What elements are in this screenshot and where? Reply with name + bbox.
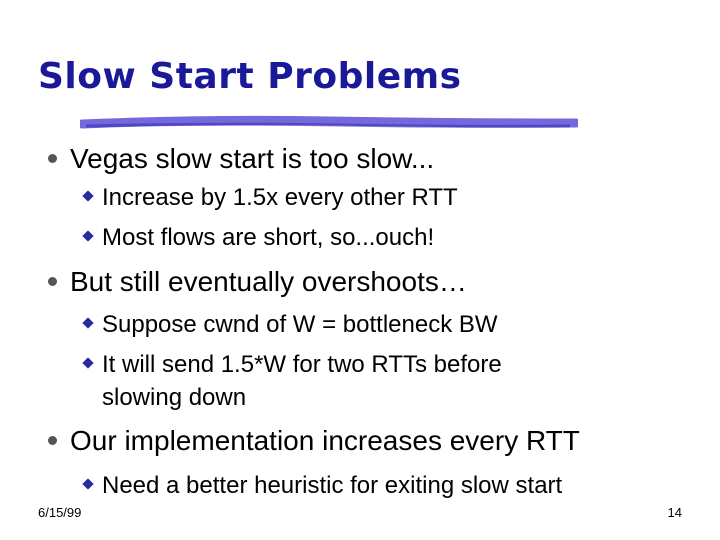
page-number: 14 xyxy=(667,505,682,520)
footer-date: 6/15/99 xyxy=(38,505,82,520)
diamond-bullet-icon xyxy=(82,190,93,201)
bullet-2 xyxy=(48,266,467,298)
bullet-3 xyxy=(48,425,580,457)
sub-bullet-1-2 xyxy=(84,224,434,252)
sub-bullet-2-2 xyxy=(84,351,502,379)
sub-bullet-text: Need a better heuristic for exiting slow start xyxy=(102,472,563,499)
sub-bullet-text: Increase by 1.5x every other RTT xyxy=(102,184,458,211)
bullet-text: Our implementation increases every RTT xyxy=(70,425,580,456)
diamond-bullet-icon xyxy=(82,230,93,241)
bullet-dot-icon xyxy=(48,277,57,286)
sub-bullet-1-1 xyxy=(84,184,458,212)
diamond-bullet-icon xyxy=(82,317,93,328)
sub-bullet-3-1 xyxy=(84,472,562,500)
slide-title: Slow Start Problems xyxy=(38,56,462,97)
bullet-1 xyxy=(48,143,434,175)
bullet-dot-icon xyxy=(48,154,57,163)
diamond-bullet-icon xyxy=(82,478,93,489)
sub-bullet-text: It will send 1.5*W for two RTTs before xyxy=(102,351,502,378)
bullet-text: But still eventually overshoots… xyxy=(70,266,467,297)
sub-bullet-2-1 xyxy=(84,311,498,339)
sub-bullet-text: slowing down xyxy=(102,384,247,411)
sub-bullet-2-2-continuation xyxy=(102,384,246,412)
title-underline xyxy=(80,114,578,134)
sub-bullet-text: Most flows are short, so...ouch! xyxy=(102,224,435,251)
sub-bullet-text: Suppose cwnd of W = bottleneck BW xyxy=(102,311,498,338)
diamond-bullet-icon xyxy=(82,357,93,368)
bullet-text: Vegas slow start is too slow... xyxy=(70,143,435,174)
bullet-dot-icon xyxy=(48,436,57,445)
